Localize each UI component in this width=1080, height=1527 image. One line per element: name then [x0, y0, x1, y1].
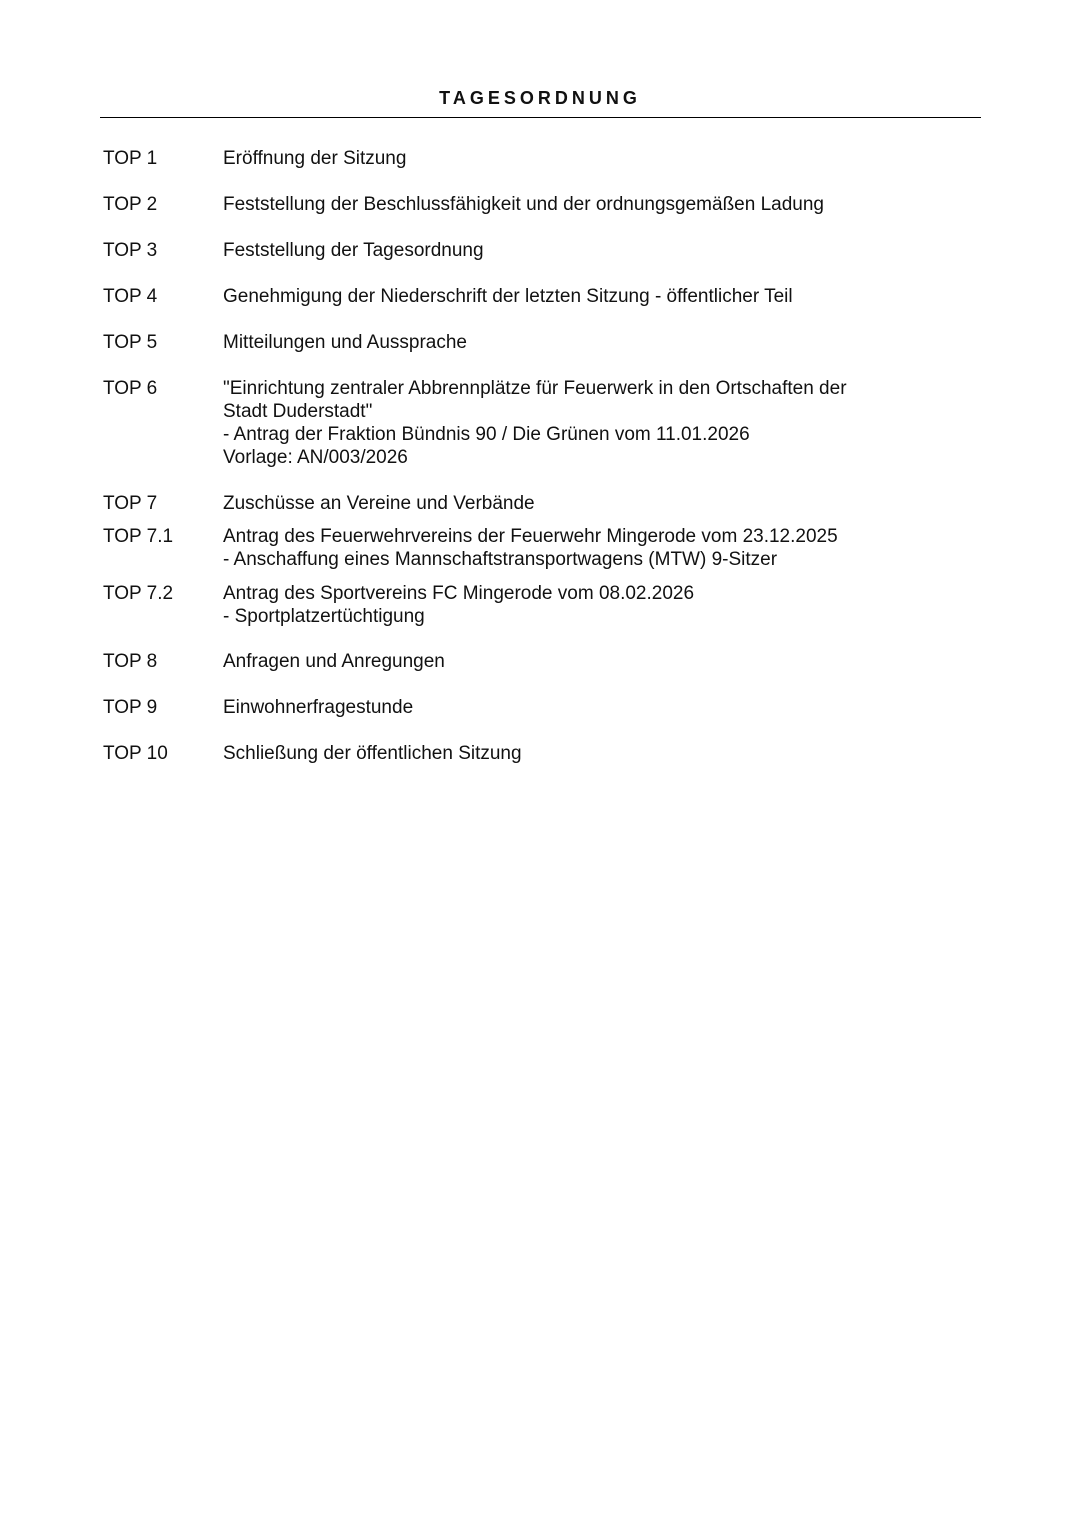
agenda-item-line: - Sportplatzertüchtigung	[223, 606, 425, 627]
agenda-item	[103, 492, 983, 515]
agenda-item-number: TOP 7	[103, 493, 158, 514]
agenda-item-number: TOP 6	[103, 378, 158, 399]
agenda-item-number: TOP 7.2	[103, 583, 174, 604]
agenda-item-text	[223, 492, 983, 515]
agenda-item-line: Einwohnerfragestunde	[223, 697, 414, 718]
agenda-item-number: TOP 2	[103, 194, 158, 215]
agenda-item-number: TOP 7.1	[103, 526, 174, 547]
agenda-item	[103, 331, 983, 354]
agenda-item-line: "Einrichtung zentraler Abbrennplätze für Feuerwerk in den Ortschaften der	[223, 378, 847, 399]
agenda-item-line: Stadt Duderstadt"	[223, 401, 373, 422]
agenda-item-text	[223, 239, 983, 262]
agenda-item	[103, 147, 983, 170]
agenda-item	[103, 650, 983, 673]
agenda-item-number: TOP 1	[103, 148, 158, 169]
title-divider	[100, 117, 981, 118]
agenda-item-line: Antrag des Sportvereins FC Mingerode vom 08.02.2026	[223, 583, 695, 604]
agenda-item-line: Mitteilungen und Aussprache	[223, 332, 467, 353]
agenda-item-number: TOP 3	[103, 240, 158, 261]
agenda-item-line: Genehmigung der Niederschrift der letzten Sitzung - öffentlicher Teil	[223, 286, 793, 307]
agenda-item	[103, 285, 983, 308]
agenda-item-line: Antrag des Feuerwehrvereins der Feuerwehr Mingerode vom 23.12.2025	[223, 526, 838, 547]
agenda-item-text	[223, 285, 983, 308]
agenda-item	[103, 696, 983, 719]
agenda-item-line: Schließung der öffentlichen Sitzung	[223, 743, 522, 764]
agenda-item-number: TOP 8	[103, 651, 158, 672]
agenda-item-text	[223, 331, 983, 354]
agenda-item	[103, 193, 983, 216]
agenda-item-number: TOP 5	[103, 332, 158, 353]
agenda-item-text	[223, 582, 983, 628]
agenda-item-line: - Antrag der Fraktion Bündnis 90 / Die Grünen vom 11.01.2026	[223, 424, 750, 445]
agenda-item-text	[223, 193, 983, 216]
agenda-item-line: - Anschaffung eines Mannschaftstransportwagens (MTW) 9-Sitzer	[223, 549, 778, 570]
agenda-item-line: Zuschüsse an Vereine und Verbände	[223, 493, 535, 514]
agenda-item	[103, 582, 983, 628]
agenda-item-text	[223, 377, 983, 469]
agenda-item-line: Anfragen und Anregungen	[223, 651, 445, 672]
agenda-item-text	[223, 147, 983, 170]
agenda-item-number: TOP 4	[103, 286, 158, 307]
agenda-item-line: Feststellung der Beschlussfähigkeit und der ordnungsgemäßen Ladung	[223, 194, 824, 215]
agenda-item-text	[223, 650, 983, 673]
agenda-item-number: TOP 9	[103, 697, 158, 718]
agenda-item-line: Vorlage: AN/003/2026	[223, 447, 408, 468]
agenda-item-text	[223, 742, 983, 765]
agenda-item-line: Feststellung der Tagesordnung	[223, 240, 484, 261]
page-title: TAGESORDNUNG	[439, 88, 641, 108]
agenda-list	[103, 147, 983, 765]
agenda-item-number: TOP 10	[103, 743, 168, 764]
agenda-item	[103, 239, 983, 262]
agenda-item	[103, 525, 983, 571]
agenda-item	[103, 377, 983, 469]
agenda-item-text	[223, 525, 983, 571]
agenda-item-text	[223, 696, 983, 719]
agenda-item	[103, 742, 983, 765]
agenda-item-line: Eröffnung der Sitzung	[223, 148, 407, 169]
